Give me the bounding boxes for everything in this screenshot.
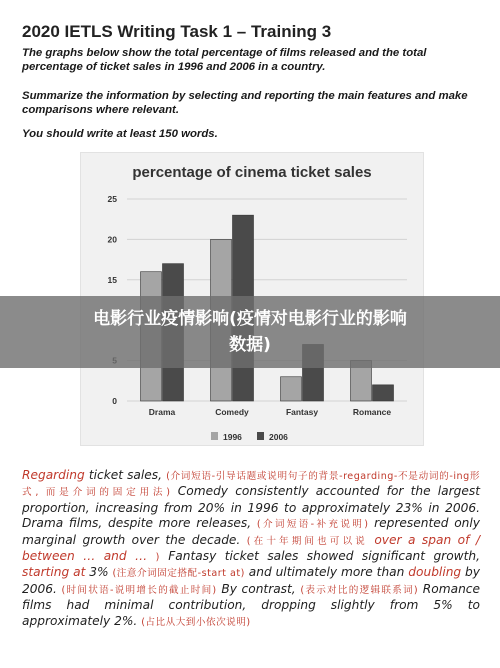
essay-annotation: (在十年期间也可以说 <box>246 535 368 547</box>
x-tick-label: Drama <box>148 407 176 417</box>
legend-label: 1996 <box>223 432 242 442</box>
essay-annotation: (占比从大到小依次说明) <box>141 616 251 628</box>
essay-sentence: and ultimately more than <box>244 565 409 580</box>
essay-sentence: Romance films had minimal contribution, dropping slightly from 5% to approximately 2%. <box>22 581 480 628</box>
y-tick-label: 0 <box>112 396 117 406</box>
essay-annotation: ) <box>155 552 160 564</box>
legend-label: 2006 <box>269 432 288 442</box>
essay-highlight: doubling <box>408 565 462 580</box>
essay-text <box>22 468 480 630</box>
chart-title: percentage of cinema ticket sales <box>132 164 372 181</box>
task-instructions: Summarize the information by selecting and reporting the main features and make comparisons where relevant. <box>22 90 468 116</box>
essay-annotation: (注意介词固定搭配-start at) <box>112 568 245 580</box>
bar-1996-fantasy <box>281 377 302 401</box>
task-prompt: The graphs below show the total percentage of films released and the total percentage of ticket sales in 1996 and 2006 in a country. <box>22 47 427 73</box>
y-tick-label: 20 <box>107 234 117 245</box>
essay-annotation: (时间状语-说明增长的截止时间) <box>61 584 217 596</box>
banner-text: 电影行业疫情影响(疫情对电影行业的影响数据) <box>93 309 407 355</box>
essay-sentence: Comedy consistently accounted for the largest proportion, increasing from 20% in 1996 to approximately 23% in 2006. Drama films, despite more releases, <box>22 484 480 531</box>
x-tick-label: Comedy <box>215 407 249 417</box>
essay-sentence: ticket sales, <box>84 468 167 482</box>
essay-sentence: 3% <box>85 565 113 580</box>
legend-swatch-1996 <box>211 432 218 440</box>
essay-sentence: Fantasy ticket sales showed significant growth, <box>159 549 480 564</box>
essay-highlight: starting at <box>22 565 86 580</box>
bar-2006-romance <box>373 385 394 401</box>
x-tick-label: Fantasy <box>285 407 319 417</box>
y-tick-label: 25 <box>107 194 117 204</box>
essay-sentence: By contrast, <box>216 581 301 596</box>
y-tick-label: 15 <box>107 274 117 285</box>
essay-highlight: Regarding <box>22 468 85 482</box>
essay-annotation: (介词短语-引导话题或说明句子的背景-regarding-不是动词的-ing形式, 而是介词的固定用法) <box>22 471 481 499</box>
x-tick-label: Romance <box>352 407 392 417</box>
essay-highlight: over a span of / between … and … <box>22 532 480 564</box>
overlay-banner <box>0 296 500 368</box>
legend-swatch-2006 <box>257 432 264 440</box>
essay-sentence: by 2006. <box>22 565 481 596</box>
essay-annotation: (介词短语-补充说明) <box>256 519 369 531</box>
word-requirement: You should write at least 150 words. <box>22 128 218 140</box>
essay-annotation: (表示对比的逻辑联系词) <box>300 584 419 596</box>
essay-sentence: represented only marginal growth over the decade. <box>22 516 480 547</box>
page-title: 2020 IETLS Writing Task 1 – Training 3 <box>22 22 332 41</box>
